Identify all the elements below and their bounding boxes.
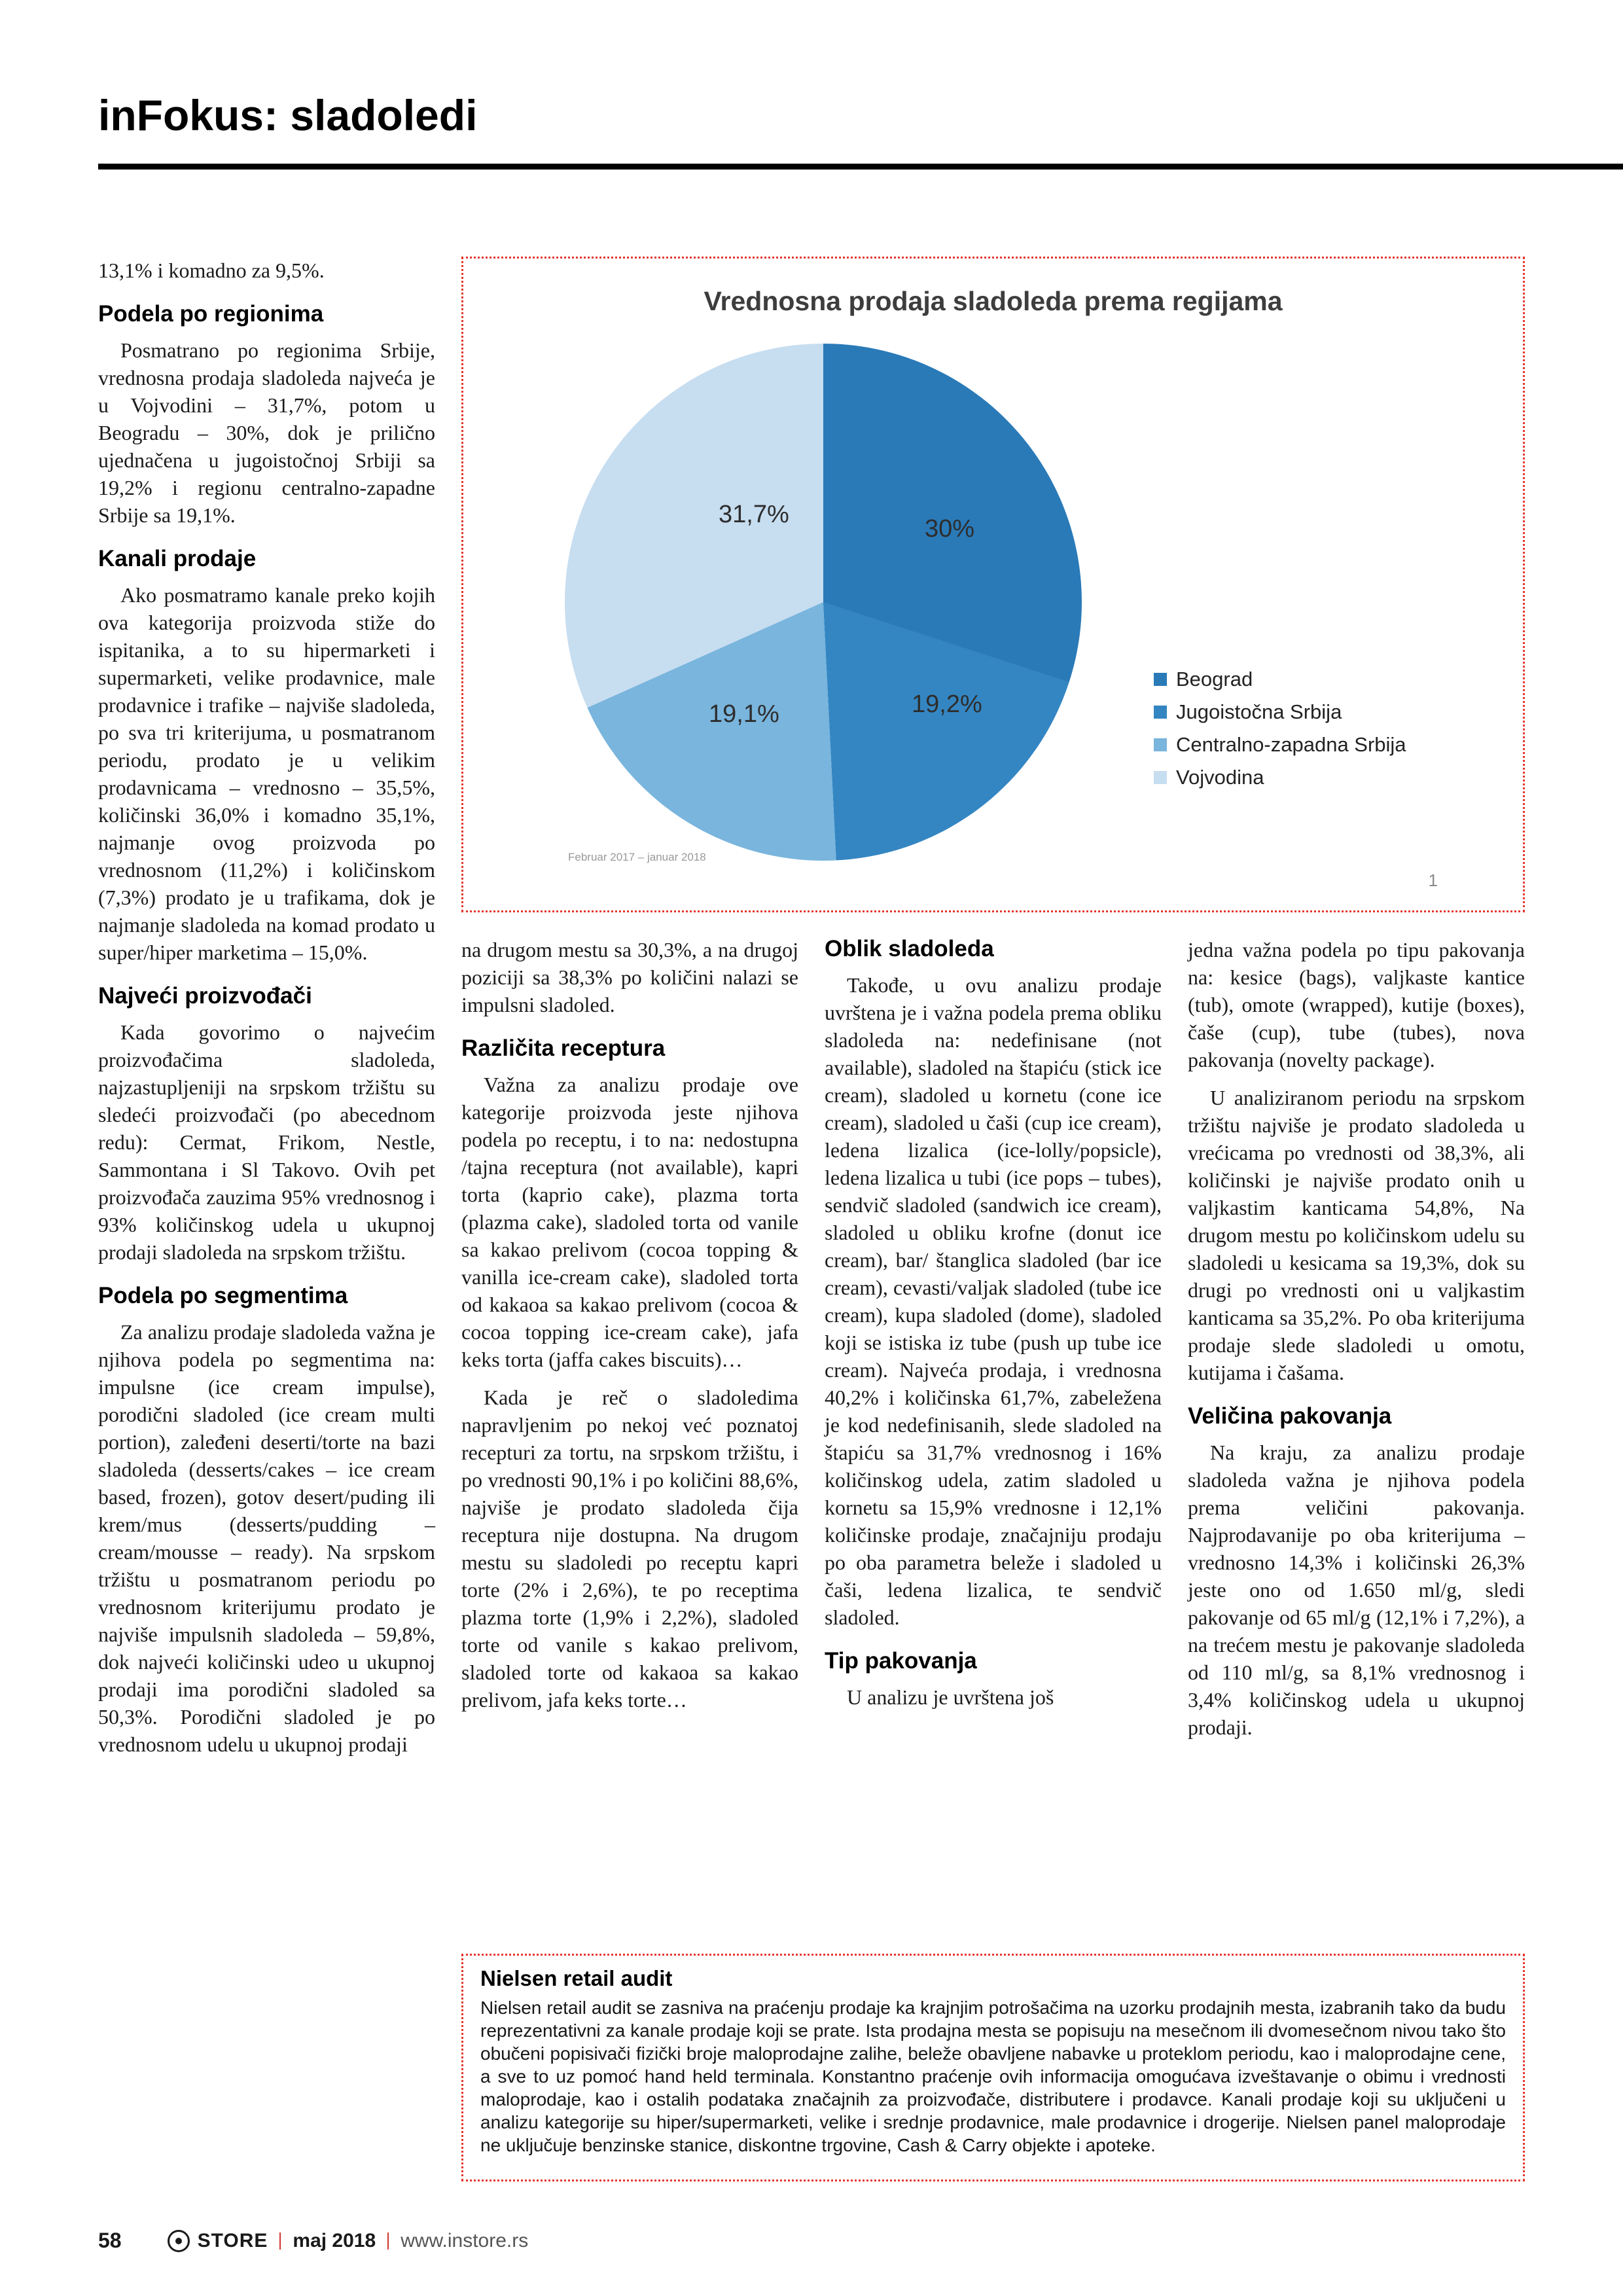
- paragraph: Takođe, u ovu analizu prodaje uvrštena je i važna podela prema obliku sladoleda na: nedefinisane (not available), sladoled na štapiću (stick ice cream), sladoled u kornetu (cone ice cream), sladoled u čaši (cup ice cream), ledena lizalica (ice-lolly/popsicle), ledena lizalica u tubi (ice pops – tubes), sendvič sladoled (sandwich ice cream), sladoled u obliku krofne (donut ice cream), bar/ štanglica sladoled (bar ice cream), cevasti/valjak sladoled (tube ice cream), kupa sladoled (dome), sladoled koji se istiska iz tube (push up tube ice cream). Najveća prodaja, i vrednosna 40,2% i količinska 61,7%, zabeležena je kod nedefinisanih, slede sladoled na štapiću sa 31,7% vrednosnog i 16% količinskog udela, zatim sladoled u kornetu sa 15,9% vrednosne i 12,1% količinske prodaje, značajniju prodaju po oba parametra beleže i sladoled u čaši, ledena lizalica, te sendvič sladoled.: [825, 973, 1162, 1629]
- legend-label: Jugoistočna Srbija: [1176, 700, 1342, 723]
- chart-legend: [1154, 668, 1406, 789]
- section-heading-tip-pakovanja: Tip pakovanja: [825, 1648, 977, 1674]
- pie-label-centralno-zapadna-srbija: 19,1%: [709, 700, 779, 728]
- paragraph: 13,1% i komadno za 9,5%.: [98, 259, 325, 282]
- legend-swatch-icon: [1154, 771, 1167, 784]
- chart-figure: [461, 257, 1525, 912]
- section-heading-velicina-pakovanja: Veličina pakovanja: [1188, 1403, 1392, 1429]
- legend-item: [1154, 668, 1406, 691]
- pie-label-vojvodina: 31,7%: [719, 501, 789, 528]
- column-3: [825, 936, 1162, 1721]
- brand-name: STORE: [197, 2229, 268, 2251]
- column-1: [98, 257, 435, 1768]
- chart-title: Vrednosna prodaja sladoleda prema regijama: [704, 286, 1283, 316]
- legend-swatch-icon: [1154, 673, 1167, 686]
- page-footer: [98, 2229, 528, 2253]
- page-title: inFokus: sladoledi: [98, 91, 478, 139]
- footer-divider: [279, 2233, 281, 2250]
- nielsen-title: Nielsen retail audit: [480, 1966, 673, 1990]
- section-heading-oblik-sladoleda: Oblik sladoleda: [825, 936, 994, 961]
- column-2: [461, 936, 798, 1724]
- nielsen-body: Nielsen retail audit se zasniva na praćenju prodaje ka krajnjim potrošačima na uzorku prodajnih mesta, izabranih tako da budu reprezentativni za kanale prodaje koji se prate. Ista prodajna mesta se popisuju na mesečnom ili dvomesečnom nivou tako što obučeni popisivači fizički broje maloprodajne zalihe, beleže obavljene nabavke u proteklom periodu, kao i maloprodajne cene, a sve to uz pomoć hand held terminala. Konstantno praćenje ovih informacija omogućava izveštavanje o obimu i vrednosti maloprodaje, kao i ostalih podataka značajnih za proizvođače, distributere i prodavce. Kanali prodaje koji su uključeni u analizu kategorije su hiper/supermarketi, velike i srednje prodavnice, male prodavnice i drogerije. Nielsen panel maloprodaje ne uključuje benzinske stanice, diskontne trgovine, Cash & Carry objekte i apoteke.: [480, 1998, 1506, 2155]
- chart-footnote: Februar 2017 – januar 2018: [568, 851, 706, 863]
- column-4: [1188, 936, 1525, 1751]
- pie-label-jugoistocna-srbija: 19,2%: [912, 691, 982, 718]
- legend-item: [1154, 766, 1406, 789]
- page-number: 58: [98, 2229, 122, 2252]
- legend-item: [1154, 700, 1406, 724]
- section-heading-kanali-prodaje: Kanali prodaje: [98, 546, 257, 571]
- paragraph: Na kraju, za analizu prodaje sladoleda važna je njihova podela prema veličini pakovanja. Najprodavanije po oba kriterijuma – vrednosno 14,3% i količinski 26,3% jeste ono od 1.650 ml/g, sledi pakovanje od 65 ml/g (12,1% i 7,2%), a na trećem mestu je pakovanje sladoleda od 110 ml/g, sa 8,1% vrednosnog i 3,4% količinskog udela u ukupnoj prodaji.: [1188, 1441, 1525, 1739]
- paragraph: Posmatrano po regionima Srbije, vrednosna prodaja sladoleda najveća je u Vojvodini – 31,7%, potom u Beogradu – 30%, dok je prilično ujednačena u jugoistočnoj Srbiji sa 19,2% i regionu centralno-zapadne Srbije sa 19,1%.: [98, 338, 435, 527]
- legend-label: Centralno-zapadna Srbija: [1176, 733, 1406, 756]
- pie-label-beograd: 30%: [925, 515, 975, 543]
- pie-chart: [565, 344, 1082, 861]
- section-heading-razlicita-receptura: Različita receptura: [461, 1035, 666, 1061]
- legend-swatch-icon: [1154, 706, 1167, 719]
- chart-corner-mark: 1: [1428, 870, 1438, 890]
- issue-date: maj 2018: [293, 2229, 376, 2251]
- legend-swatch-icon: [1154, 738, 1167, 751]
- paragraph: jedna važna podela po tipu pakovanja na: kesice (bags), valjkaste kantice (tub), omote (wrapped), kutije (boxes), čaše (cup), tube (tubes), nova pakovanja (novelty package).: [1188, 938, 1525, 1071]
- paragraph: na drugom mestu sa 30,3%, a na drugoj poziciji sa 38,3% po količini nalazi se impulsni sladoled.: [461, 938, 798, 1016]
- nielsen-box: [461, 1954, 1525, 2181]
- section-heading-podela-po-segmentima: Podela po segmentima: [98, 1283, 348, 1308]
- footer-divider: [387, 2233, 389, 2250]
- paragraph: U analiziranom periodu na srpskom tržištu najviše je prodato sladoleda u vrećicama po vrednosti od 38,3%, ali količinski je najviše prodato onih u valjkastim kanticama 54,8%, Na drugom mestu po količinskom udelu su sladoledi u kesicama sa 19,3%, dok su drugi po vrednosti oni u valjkastim kanticama sa 35,2%. Po oba kriterijuma prodaje slede sladoledi u omotu, kutijama i čašama.: [1188, 1086, 1525, 1384]
- paragraph: Kada je reč o sladoledima napravljenim po nekoj već poznatoj recepturi za tortu, na srpskom tržištu, i po vrednosti 90,1% i po količini 88,6%, najviše je prodato sladoleda čija receptura nije dostupna. Na drugom mestu su sladoledi po receptu kapri torte (2% i 2,6%), te po receptima plazma torte (1,9% i 2,2%), sladoled torte od vanile s kakao prelivom, sladoled torte od kakaoa sa kakao prelivom, jafa keks torte…: [461, 1386, 798, 1712]
- paragraph: Kada govorimo o najvećim proizvođačima sladoleda, najzastupljeniji na srpskom tržištu su sledeći proizvođači (po abecednom redu): Cermat, Frikom, Nestle, Sammontana i Sl Takovo. Ovih pet proizvođača zauzima 95% vrednosnog i 93% količinskog udela u ukupnoj prodaji sladoleda na srpskom tržištu.: [98, 1020, 435, 1264]
- legend-label: Vojvodina: [1176, 766, 1264, 789]
- section-heading-najveci-proizvodjaci: Najveći proizvođači: [98, 983, 312, 1009]
- section-heading-podela-po-regionima: Podela po regionima: [98, 301, 324, 327]
- store-logo-icon: [168, 2230, 190, 2252]
- website-link[interactable]: www.instore.rs: [401, 2229, 529, 2251]
- legend-item: [1154, 733, 1406, 757]
- paragraph: Za analizu prodaje sladoleda važna je njihova podela po segmentima na: impulsne (ice cream impulse), porodični sladoled (ice cream multi portion), zaleđeni deserti/torte na bazi sladoleda (desserts/cakes – ice cream based, frozen), gotov desert/puding ili krem/mus (desserts/pudding – cream/mousse – ready). Na srpskom tržištu u posmatranom periodu po vrednosnom kriterijumu prodato je najviše impulsnih sladoleda – 59,8%, dok najveći količinski udeo u ukupnoj prodaji ima porodični sladoled sa 50,3%. Porodični sladoled je po vrednosnom udelu u ukupnoj prodaji: [98, 1320, 435, 1756]
- paragraph: Ako posmatramo kanale preko kojih ova kategorija proizvoda stiže do ispitanika, a to su hipermarketi i supermarketi, velike prodavnice, male prodavnice i trafike – najviše sladoleda, po sva tri kriterijuma, u posmatranom periodu, prodato je u velikim prodavnicama – vrednosno – 35,5%, količinski 36,0% i komadno 35,1%, najmanje ovog proizvoda po vrednosnom (11,2%) i količinskom (7,3%) prodato je u trafikama, dok je najmanje sladoleda na komad prodato u super/hiper marketima – 15,0%.: [98, 583, 435, 964]
- header-rule: [98, 164, 1623, 170]
- paragraph: Važna za analizu prodaje ove kategorije proizvoda jeste njihova podela po receptu, i to na: nedostupna /tajna receptura (not available), kapri torta (kaprio cake), plazma torta (plazma cake), sladoled torta od vanile sa kakao prelivom (cocoa topping & vanilla ice-cream cake), sladoled torta od kakaoa sa kakao prelivom (cocoa & cocoa topping ice-cream cake), jafa keks torta (jaffa cakes biscuits)…: [461, 1073, 798, 1371]
- paragraph: U analizu je uvrštena još: [847, 1685, 1054, 1709]
- legend-label: Beograd: [1176, 668, 1253, 691]
